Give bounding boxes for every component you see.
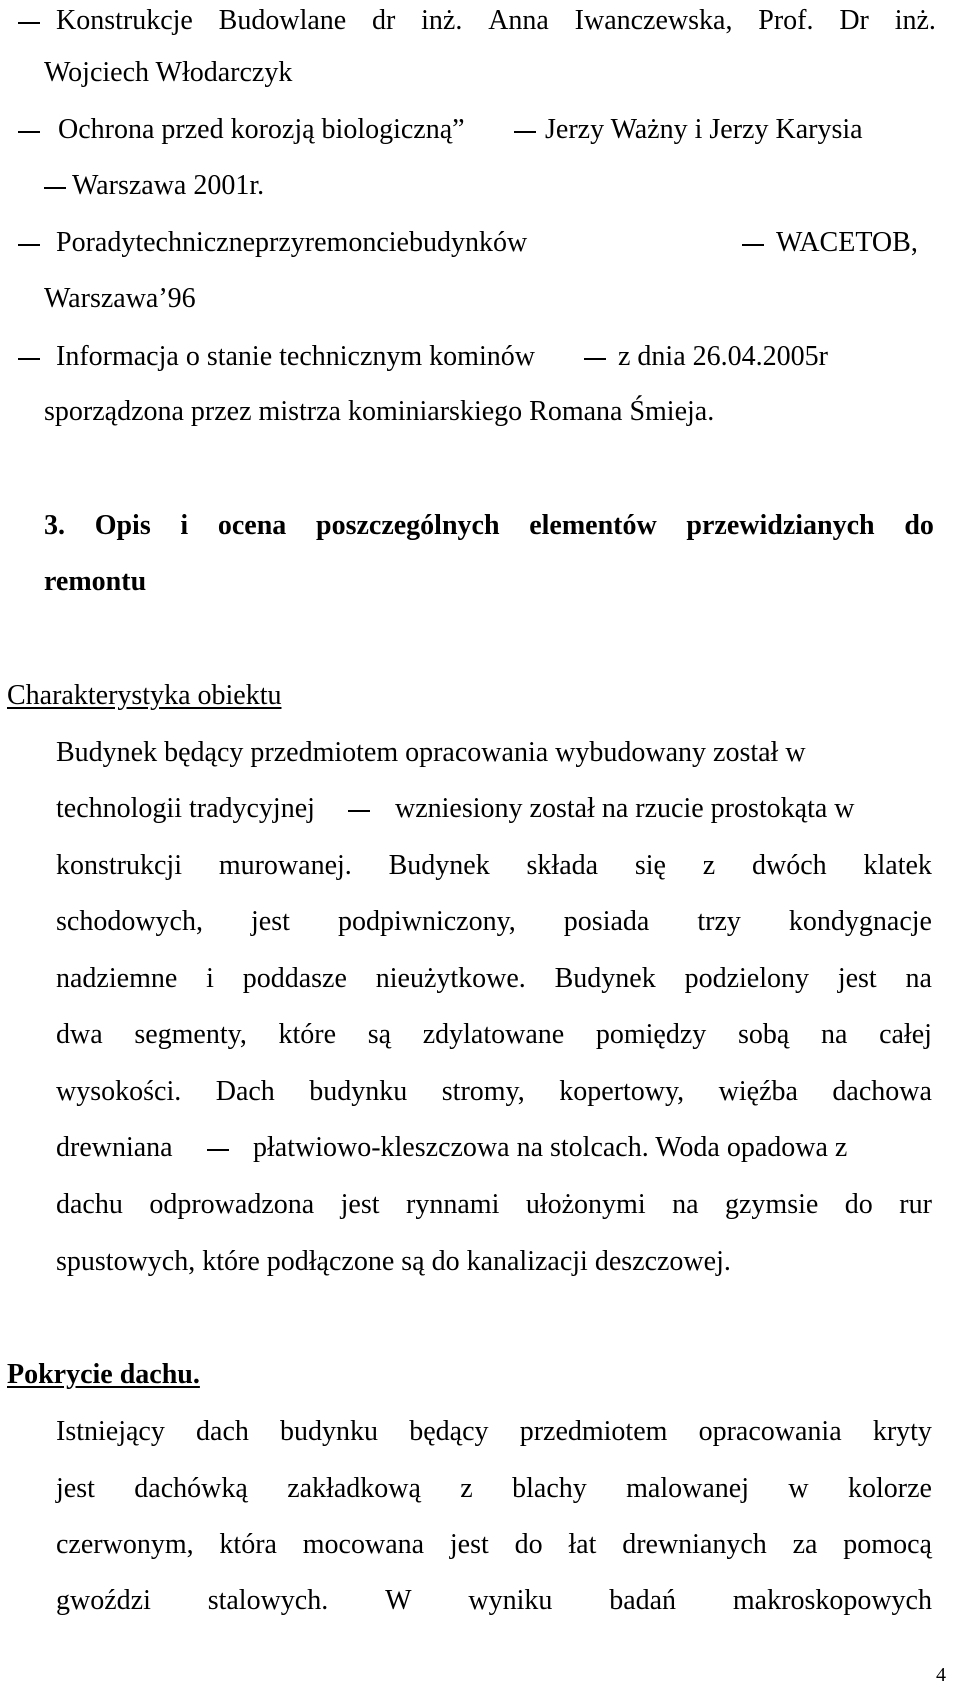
bibliography-item-3-title-word: przy [255,227,305,258]
characteristics-line-6-text-word: zdylatowane [422,1019,565,1050]
characteristics-line-4-text-word: kondygnacje [788,906,932,937]
characteristics-line-8: płatwiowo-kleszczowa na stolcach. Woda opadowa z [253,1132,848,1163]
roof-line-1-text-word: przedmiotem [519,1416,668,1447]
roof-line-1-text-word: opracowania [698,1416,842,1447]
bibliography-item-3-publisher: WACETOB, [776,227,918,258]
bibliography-item-1-text-word: dr [372,5,396,36]
list-dash-icon [742,244,764,246]
characteristics-line-7 [56,1078,932,1106]
characteristics-line-6-text-word: są [367,1019,392,1050]
characteristics-line-7-text-word: budynku [309,1076,408,1107]
section-3-title-line-1 [44,512,934,540]
characteristics-line-5-text-word: Budynek [554,963,656,994]
roof-line-3-text-word: drewnianych [622,1529,767,1560]
characteristics-line-6-text-word: całej [879,1019,932,1050]
characteristics-line-4-text-word: schodowych, [56,906,203,937]
bibliography-item-1-line-1 [56,7,936,35]
characteristics-line-5-text-word: na [905,963,932,994]
characteristics-line-3-text-word: klatek [863,850,932,881]
characteristics-line-6 [56,1021,932,1049]
section-3-title-word: do [904,510,934,541]
roof-line-3-text-word: łat [568,1529,597,1560]
characteristics-line-9-text-word: dachu [56,1189,123,1220]
roof-line-3 [56,1531,932,1559]
roof-line-4-text-word: badań [609,1585,677,1616]
characteristics-line-6-text-word: segmenty, [134,1019,247,1050]
roof-line-4 [56,1587,932,1615]
roof-line-2-text-word: blachy [512,1473,587,1504]
roof-line-4-text-word: stalowych. [207,1585,329,1616]
roof-line-2-text-word: z [460,1473,473,1504]
bibliography-item-3-line-2: Warszawa’96 [44,283,196,314]
bibliography-item-3-title-word: remoncie [304,227,409,258]
section-3-title-word: i [180,510,189,541]
roof-line-2-text-word: kolorze [848,1473,932,1504]
list-dash-icon [514,131,536,133]
section-3-title-word: 3. [44,510,65,541]
list-dash-icon [44,187,66,189]
characteristics-line-4 [56,908,932,936]
list-dash-icon [18,358,40,360]
bibliography-item-3-title-word: budynków [408,227,528,258]
characteristics-line-6-text-word: które [278,1019,337,1050]
characteristics-line-3-text-word: konstrukcji [56,850,182,881]
roof-line-1-text-word: Istniejący [56,1416,165,1447]
roof-line-2-text-word: zakładkową [287,1473,421,1504]
characteristics-line-9-text-word: na [672,1189,699,1220]
page-number: 4 [936,1664,946,1686]
bibliography-item-1-text-word: inż. [421,5,463,36]
roof-line-3-text-word: jest [449,1529,489,1560]
roof-line-4-text-word: makroskopowych [732,1585,932,1616]
section-3-title-word: ocena [217,510,287,541]
characteristics-line-5-text-word: poddasze [242,963,347,994]
bibliography-item-4-line-1b: z dnia 26.04.2005r [618,341,828,372]
characteristics-line-9-text-word: jest [340,1189,380,1220]
characteristics-line-6-text-word: pomiędzy [595,1019,707,1050]
characteristics-line-7-text-word: więźba [718,1076,798,1107]
characteristics-line-3 [56,852,932,880]
characteristics-line-7-text-word: wysokości. [56,1076,182,1107]
roof-line-4-text-word: gwoździ [56,1585,151,1616]
characteristics-line-4-text-word: posiada [563,906,650,937]
bibliography-item-1-text-word: Anna [488,5,549,36]
list-dash-icon [18,244,40,246]
bibliography-item-1-text-word: Prof. [758,5,814,36]
bibliography-item-2-line-1a: Ochrona przed korozją biologiczną” [58,114,465,145]
characteristics-line-3-text-word: Budynek [388,850,490,881]
bibliography-item-3-title-word: techniczne [135,227,256,258]
section-3-title-word: przewidzianych [686,510,875,541]
inline-dash-icon [207,1149,229,1151]
section-3-title-line-2: remontu [44,566,147,597]
roof-line-1-text-word: budynku [280,1416,379,1447]
roof-line-4-text-word: wyniku [468,1585,553,1616]
characteristics-heading: Charakterystyka obiektu [7,680,282,711]
characteristics-line-9-text-word: rur [899,1189,932,1220]
bibliography-item-2-line-1b: Jerzy Ważny i Jerzy Karysia [545,114,863,145]
bibliography-item-1-text-word: inż. [894,5,936,36]
section-3-title-word: poszczególnych [316,510,500,541]
characteristics-line-3-text-word: składa [526,850,599,881]
roof-line-3-text-word: za [792,1529,818,1560]
bibliography-item-1-text-word: Iwanczewska, [574,5,733,36]
characteristics-line-6-text-word: na [820,1019,848,1050]
list-dash-icon [18,22,40,24]
bibliography-item-4-line-1a: Informacja o stanie technicznym kominów [56,341,535,372]
inline-dash-icon [348,810,370,812]
characteristics-line-7-text-word: dachowa [832,1076,932,1107]
roof-line-2-text-word: jest [56,1473,95,1504]
characteristics-line-10: spustowych, które podłączone są do kanalizacji deszczowej. [56,1246,731,1277]
roof-heading: Pokrycie dachu. [7,1359,200,1390]
characteristics-line-5-text-word: nadziemne [56,963,178,994]
bibliography-item-1-text-word: Dr [839,5,869,36]
characteristics-line-2: wzniesiony został na rzucie prostokąta w [395,793,855,824]
roof-line-4-text-word: W [385,1585,412,1616]
characteristics-line-5-text-word: nieużytkowe. [375,963,526,994]
roof-line-3-text-word: czerwonym, [56,1529,194,1560]
roof-line-3-text-word: mocowana [302,1529,425,1560]
bibliography-item-1-text-word: Budowlane [218,5,347,36]
characteristics-line-3-text-word: z [702,850,716,881]
characteristics-line-9-text-word: odprowadzona [149,1189,315,1220]
characteristics-line-4-text-word: trzy [697,906,741,937]
roof-line-1-text-word: kryty [872,1416,932,1447]
bibliography-item-1-line-2: Wojciech Włodarczyk [44,57,293,88]
characteristics-line-5 [56,965,932,993]
section-3-title-word: Opis [94,510,151,541]
bibliography-item-1-text-word: Konstrukcje [56,5,193,36]
characteristics-line-6-text-word: sobą [737,1019,790,1050]
roof-line-3-text-word: która [219,1529,277,1560]
characteristics-line-5-text-word: jest [837,963,877,994]
section-3-title-word: elementów [529,510,657,541]
characteristics-line-2-prefix: technologii tradycyjnej [56,793,315,824]
characteristics-line-5-text-word: podzielony [684,963,809,994]
roof-line-2 [56,1475,932,1503]
roof-line-2-text-word: dachówką [134,1473,248,1504]
roof-line-2-text-word: malowanej [626,1473,749,1504]
roof-line-2-text-word: w [788,1473,809,1504]
roof-line-1-text-word: dach [196,1416,249,1447]
characteristics-line-4-text-word: podpiwniczony, [337,906,516,937]
characteristics-line-7-text-word: stromy, [441,1076,525,1107]
characteristics-line-1: Budynek będący przedmiotem opracowania wybudowany został w [56,737,806,768]
roof-line-1-text-word: będący [409,1416,489,1447]
roof-line-1 [56,1418,932,1446]
bibliography-item-2-line-2: Warszawa 2001r. [72,170,265,201]
characteristics-line-3-text-word: dwóch [752,850,827,881]
characteristics-line-9-text-word: do [844,1189,873,1220]
list-dash-icon [18,131,40,133]
bibliography-item-3-title-word: Porady [56,227,136,258]
characteristics-line-4-text-word: jest [251,906,290,937]
roof-line-3-text-word: do [514,1529,543,1560]
characteristics-line-3-text-word: murowanej. [218,850,352,881]
characteristics-line-9 [56,1191,932,1219]
characteristics-line-7-text-word: Dach [215,1076,275,1107]
characteristics-line-7-text-word: kopertowy, [559,1076,685,1107]
characteristics-line-9-text-word: gzymsie [725,1189,819,1220]
characteristics-line-5-text-word: i [206,963,214,994]
bibliography-item-3-line-1a [56,229,526,257]
list-dash-icon [584,358,606,360]
roof-line-3-text-word: pomocą [843,1529,932,1560]
characteristics-line-3-text-word: się [634,850,666,881]
characteristics-line-6-text-word: dwa [56,1019,103,1050]
bibliography-item-4-line-2: sporządzona przez mistrza kominiarskiego Romana Śmieja. [44,396,715,427]
characteristics-line-8-prefix: drewniana [56,1132,173,1163]
characteristics-line-9-text-word: ułożonymi [525,1189,646,1220]
characteristics-line-9-text-word: rynnami [406,1189,500,1220]
